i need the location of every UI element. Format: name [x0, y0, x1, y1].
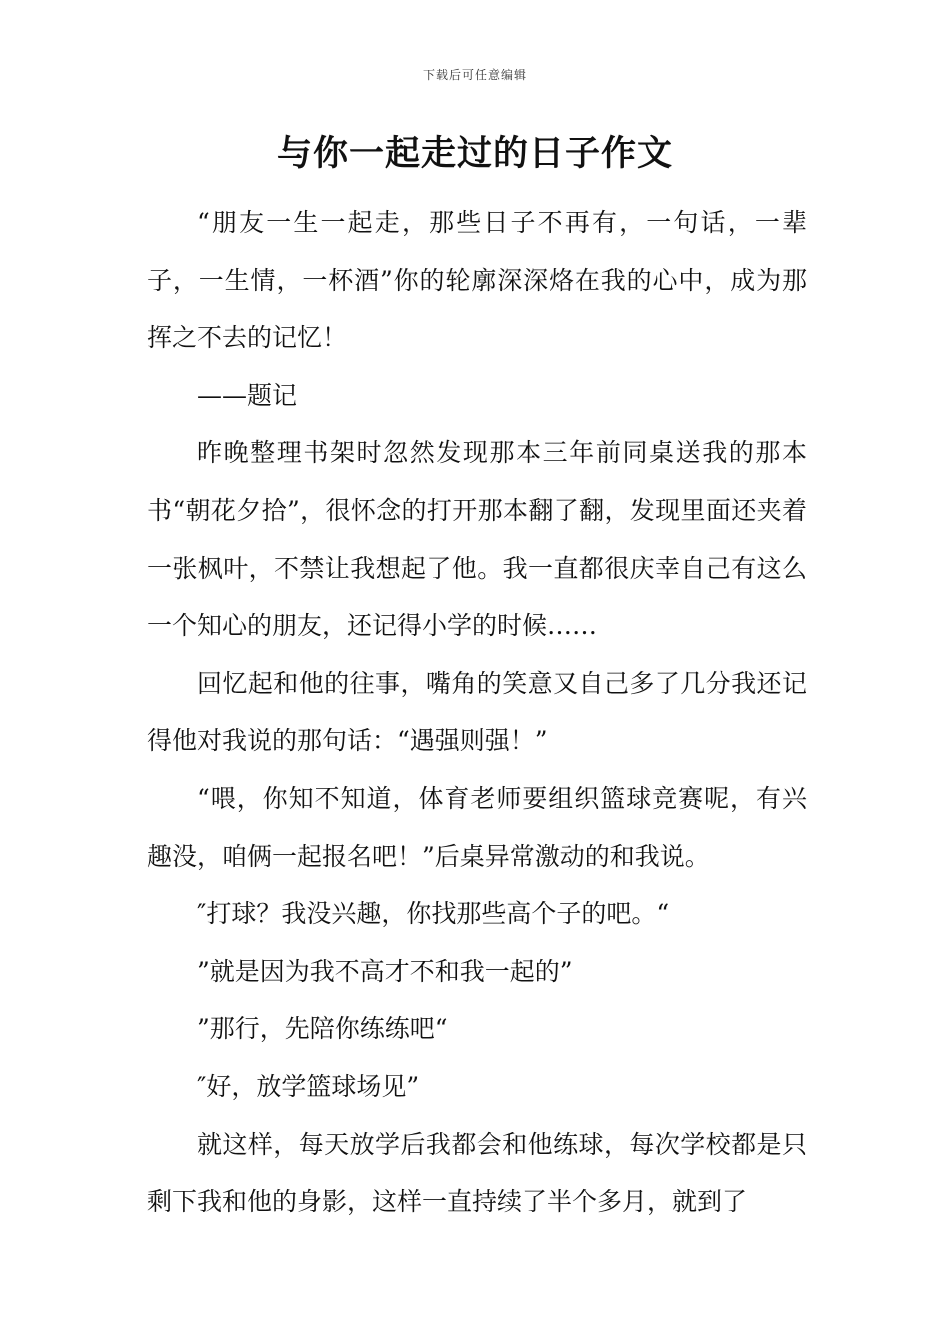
paragraph: ”那行，先陪你练练吧“ [197, 1014, 448, 1044]
paragraph: 回忆起和他的往事，嘴角的笑意又自己多了几分我还记得他对我说的那句话：“遇强则强！” [147, 668, 807, 756]
header-note: 下载后可任意编辑 [422, 68, 527, 82]
document-body [147, 194, 807, 1231]
paragraph: ″打球？我没兴趣，你找那些高个子的吧。“ [197, 899, 670, 929]
document-title: 与你一起走过的日子作文 [276, 134, 673, 174]
paragraph: 就这样，每天放学后我都会和他练球，每次学校都是只剩下我和他的身影，这样一直持续了半个多月，就到了 [147, 1129, 807, 1217]
paragraph: ”就是因为我不高才不和我一起的” [197, 956, 573, 986]
paragraph: “喂，你知不知道，体育老师要组织篮球竞赛呢，有兴趣没，咱俩一起报名吧！”后桌异常激动的和我说。 [147, 783, 807, 871]
paragraph: 昨晚整理书架时忽然发现那本三年前同桌送我的那本书“朝花夕拾”，很怀念的打开那本翻了翻，发现里面还夹着一张枫叶，不禁让我想起了他。我一直都很庆幸自己有这么一个知心的朋友，还记得小学的时候…… [147, 438, 807, 641]
paragraph: “朋友一生一起走，那些日子不再有，一句话，一辈子，一生情，一杯酒”你的轮廓深深烙在我的心中，成为那挥之不去的记忆！ [147, 208, 807, 353]
paragraph: ——题记 [197, 380, 298, 410]
paragraph: ″好，放学篮球场见” [197, 1071, 420, 1101]
